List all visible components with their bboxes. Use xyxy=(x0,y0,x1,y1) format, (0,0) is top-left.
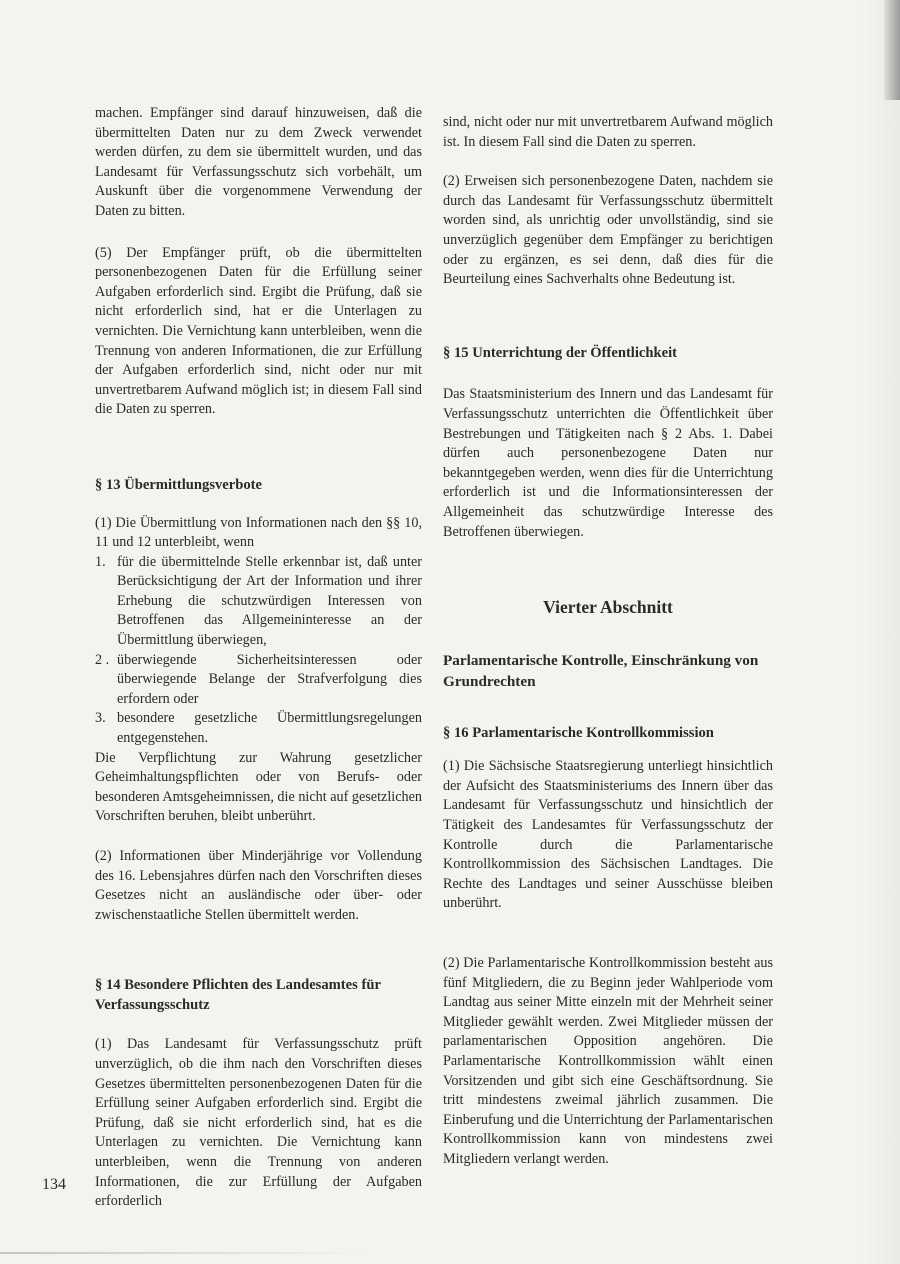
list-item xyxy=(95,651,422,710)
continued-paragraph: sind, nicht oder nur mit unvertretbarem Aufwand möglich ist. In diesem Fall sind die Daten zu sperren. xyxy=(443,114,773,150)
right-column xyxy=(443,113,773,1190)
chapter-subtitle: Parlamentarische Kontrolle, Einschränkung von Grundrechten xyxy=(443,651,759,690)
section-15-paragraph: Das Staatsministerium des Innern und das Landesamt für Verfassungsschutz unterrichten die Öffentlichkeit über Bestrebungen und Tätigkeiten nach § 2 Abs. 1. Dabei dürfen auch personenbezogene Daten nur bekanntgegeben werden, wenn dies für die Unterrichtung erforderlich ist und die Informationsinteressen der Allgemeinheit das schutzwürdige Interesse des Betroffenen überwiegen. xyxy=(443,386,773,540)
section-13-title: § 13 Übermittlungsverbote xyxy=(95,476,262,493)
chapter-title: Vierter Abschnitt xyxy=(543,597,673,618)
list-item-number: 2 . xyxy=(95,651,110,668)
list-item-number: 3. xyxy=(95,710,106,727)
left-column xyxy=(95,104,422,1232)
section-14-title: § 14 Besondere Pflichten des Landesamtes für Verfassungsschutz xyxy=(95,977,381,1014)
list-item-text: überwiegende Sicherheitsinteressen oder überwiegende Belange der Strafverfolgung dies erfordern oder xyxy=(117,651,422,707)
section-14-paragraph-1: (1) Das Landesamt für Verfassungsschutz prüft unverzüglich, ob die ihm nach den Vorschriften dieses Gesetzes übermittelten personenbezogenen Daten für die Erfüllung seiner Aufgaben erforderlich sind. Ergibt die Prüfung, daß sie nicht erforderlich sind, hat es die Unterlagen zu vernichten. Die Vernichtung kann unterbleiben, wenn die Trennung von anderen Informationen, die zur Erfüllung der Aufgaben erforderlich xyxy=(95,1036,422,1210)
page-edge-shadow xyxy=(860,0,900,1264)
paragraph-14-2: (2) Erweisen sich personenbezogene Daten, nachdem sie durch das Landesamt für Verfassungsschutz übermittelt worden sind, als unrichtig oder unvollständig, sind sie unverzüglich gegenüber dem Empfänger zu berichtigen oder zu ergänzen, es sei denn, daß dies für die Beurteilung eines Sachverhalts ohne Bedeutung ist. xyxy=(443,173,773,288)
section-13-paragraph-1-end: Die Verpflichtung zur Wahrung gesetzlicher Geheimhaltungspflichten oder von Berufs- oder besonderen Amtsgeheimnissen, die nicht auf gesetzlichen Vorschriften beruhen, bleibt unberührt. xyxy=(95,749,423,825)
section-13-paragraph-1: (1) Die Übermittlung von Informationen nach den §§ 10, 11 und 12 unterbleibt, wenn xyxy=(95,514,422,551)
section-15-title: § 15 Unterrichtung der Öffentlichkeit xyxy=(443,344,678,361)
paragraph-12-5: (5) Der Empfänger prüft, ob die übermittelten personenbezogenen Daten für die Erfüllung seiner Aufgaben erforderlich sind. Ergibt die Prüfung, daß sie nicht erforderlich sind, hat er die Unterlagen zu vernichten. Die Vernichtung kann unterbleiben, wenn die Trennung von anderen Informationen, die zur Erfüllung der Aufgaben erforderlich sind, nicht oder nur mit unvertretbarem Aufwand möglich ist; in diesem Fall sind die Daten zu sperren. xyxy=(95,244,422,418)
list-item xyxy=(95,553,422,651)
list-item xyxy=(95,709,422,748)
list-item-number: 1. xyxy=(95,553,106,570)
section-16-paragraph-2: (2) Die Parlamentarische Kontrollkommission besteht aus fünf Mitgliedern, die zu Beginn jeder Wahlperiode vom Landtag aus seiner Mitte einzeln mit der Mehrheit seiner Mitglieder gewählt werden. Zwei Mitglieder müssen der parlamentarischen Opposition angehören. Die Parlamentarische Kontrollkommission wählt einen Vorsitzenden und gibt sich eine Geschäftsordnung. Sie tritt mindestens zweimal jährlich zusammen. Die Einberufung und die Unterrichtung der Parlamentarischen Kontrollkommission kann von mindestens zwei Mitgliedern verlangt werden. xyxy=(443,955,773,1167)
section-13-paragraph-2: (2) Informationen über Minderjährige vor Vollendung des 16. Lebensjahres dürfen nach den Vorschriften dieses Gesetzes nicht an ausländische oder über- oder zwischenstaatliche Stellen übermittelt werden. xyxy=(95,848,422,923)
section-13-list xyxy=(95,553,422,749)
page-corner-shadow xyxy=(884,0,900,100)
page-number: 134 xyxy=(42,1176,66,1193)
list-item-text: für die übermittelnde Stelle erkennbar ist, daß unter Berücksichtigung der Art der Information und ihrer Erhebung die schutzwürdigen Interessen von Betroffenen das Allgemeininteresse an der Übermittlung überwiegen, xyxy=(117,553,422,649)
list-item-text: besondere gesetzliche Übermittlungsregelungen entgegenstehen. xyxy=(117,710,422,747)
section-16-title: § 16 Parlamentarische Kontrollkommission xyxy=(443,724,714,741)
bottom-edge-rule xyxy=(0,1252,370,1254)
intro-paragraph: machen. Empfänger sind darauf hinzuweisen, daß die übermittelten Daten nur zu dem Zweck verwendet werden dürfen, zu dem sie übermittelt wurden, und das Landesamt für Verfassungsschutz sich vorbehält, um Auskunft über die vorgenommene Verwendung der Daten zu bitten. xyxy=(95,105,422,219)
section-16-paragraph-1: (1) Die Sächsische Staatsregierung unterliegt hinsichtlich der Aufsicht des Staatsministeriums des Innern über das Landesamt für Verfassungsschutz und hinsichtlich der Tätigkeit des Landesamtes für Verfassungsschutz der Kontrolle durch die Parlamentarische Kontrollkommission des Sächsischen Landtages. Die Rechte des Landtages und seiner Ausschüsse bleiben unberührt. xyxy=(443,758,773,912)
